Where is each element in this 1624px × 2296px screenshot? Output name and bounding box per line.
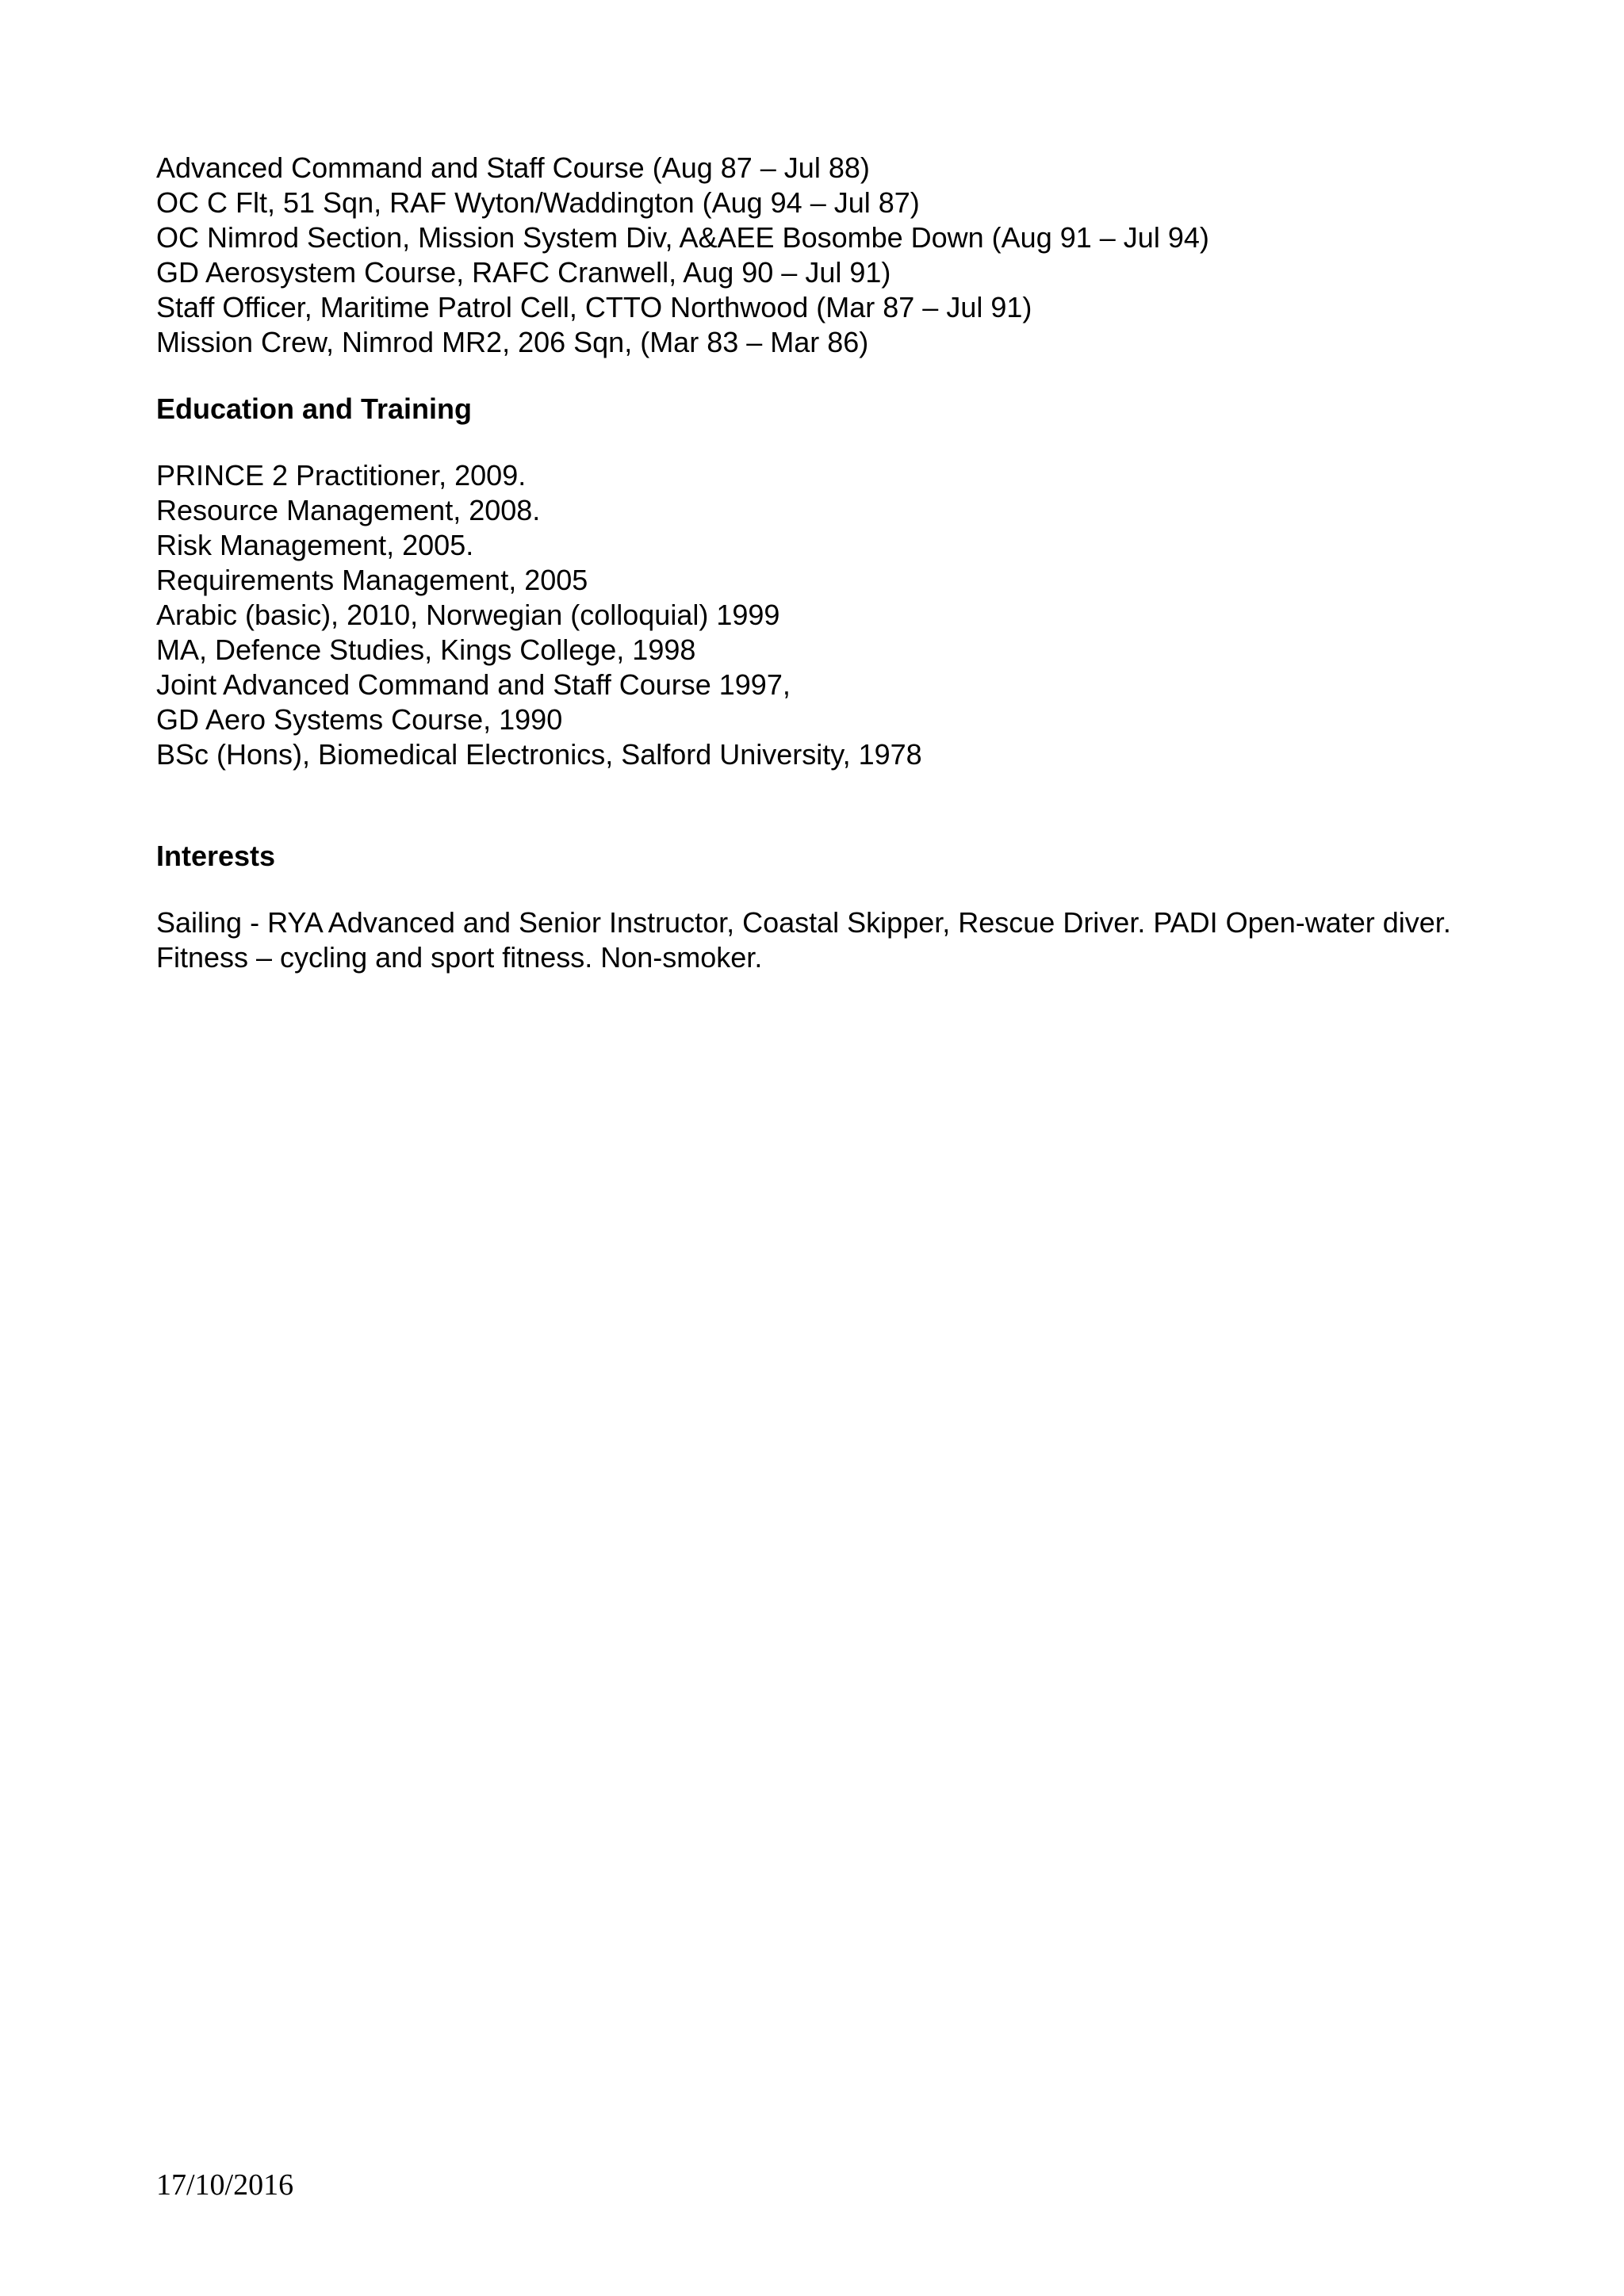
education-item: Joint Advanced Command and Staff Course 1997, xyxy=(156,668,791,701)
document-page xyxy=(156,151,1488,975)
education-item: PRINCE 2 Practitioner, 2009. xyxy=(156,459,527,492)
education-list xyxy=(156,458,1488,772)
education-item: Requirements Management, 2005 xyxy=(156,564,588,596)
footer-date: 17/10/2016 xyxy=(156,2168,294,2202)
interests-heading: Interests xyxy=(156,840,276,872)
career-item: GD Aerosystem Course, RAFC Cranwell, Aug 90 – Jul 91) xyxy=(156,256,891,289)
career-item: OC Nimrod Section, Mission System Div, A&AEE Bosombe Down (Aug 91 – Jul 94) xyxy=(156,221,1209,254)
education-heading: Education and Training xyxy=(156,392,473,425)
interests-paragraph: Sailing - RYA Advanced and Senior Instructor, Coastal Skipper, Rescue Driver. PADI Open-water diver. Fitness – cycling and sport fitness. Non-smoker. xyxy=(156,906,1451,974)
spacer xyxy=(156,874,1488,905)
career-item: OC C Flt, 51 Sqn, RAF Wyton/Waddington (Aug 94 – Jul 87) xyxy=(156,186,920,219)
education-item: MA, Defence Studies, Kings College, 1998 xyxy=(156,633,696,666)
spacer xyxy=(156,360,1488,392)
education-item: Arabic (basic), 2010, Norwegian (colloquial) 1999 xyxy=(156,599,780,631)
career-item: Staff Officer, Maritime Patrol Cell, CTTO Northwood (Mar 87 – Jul 91) xyxy=(156,291,1032,323)
spacer xyxy=(156,427,1488,458)
career-list xyxy=(156,151,1488,360)
career-item: Advanced Command and Staff Course (Aug 87 – Jul 88) xyxy=(156,151,870,184)
education-item: Resource Management, 2008. xyxy=(156,494,541,526)
education-item: BSc (Hons), Biomedical Electronics, Salford University, 1978 xyxy=(156,738,922,771)
career-item: Mission Crew, Nimrod MR2, 206 Sqn, (Mar 83 – Mar 86) xyxy=(156,326,869,358)
education-item: GD Aero Systems Course, 1990 xyxy=(156,703,563,736)
spacer xyxy=(156,772,1488,839)
education-item: Risk Management, 2005. xyxy=(156,529,474,561)
